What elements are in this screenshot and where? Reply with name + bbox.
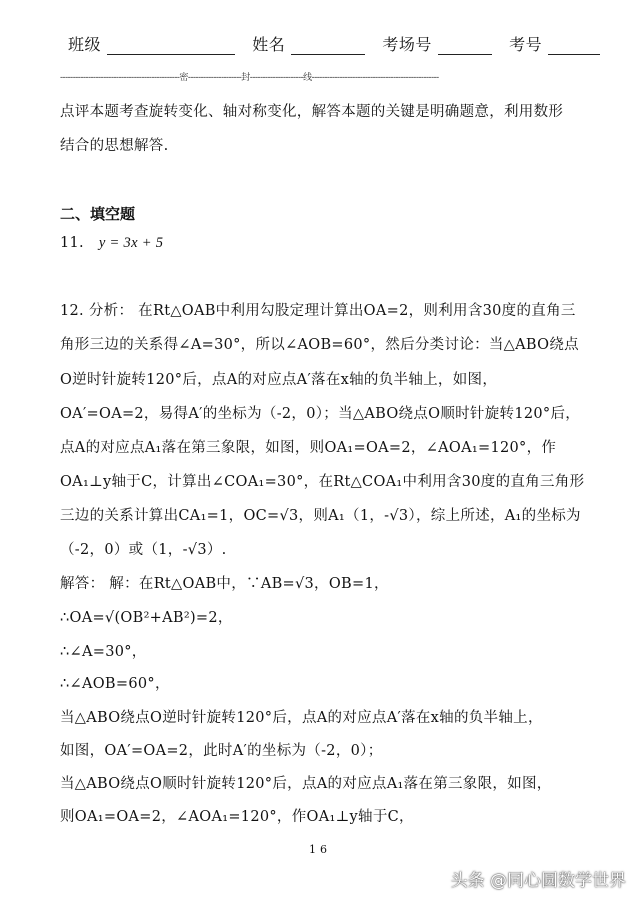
q12-line: 如图，OA′=OA=2，此时A′的坐标为（-2，0）； [60,743,383,759]
q12-line: ∴∠AOB=60°， [60,676,170,692]
watermark: 头条 @同心圆数学世界 [450,871,626,891]
q12-line: 三边的关系计算出CA₁=1，OC=√3，则A₁（1，-√3），综上所述，A₁的坐标为 [60,508,581,524]
room-blank [438,37,492,55]
q12-line: （-2，0）或（1，-√3）. [60,542,227,558]
room-label: 考场号 [382,35,432,54]
paragraph-line: 点评本题考查旋转变化、轴对称变化，解答本题的关键是明确题意，利用数形 [60,104,564,120]
id-blank [548,37,600,55]
q12-line: 当△ABO绕点O顺时针旋转120°后，点A的对应点A₁落在第三象限，如图， [60,776,552,792]
q12-line: 角形三边的关系得∠A=30°，所以∠AOB=60°，然后分类讨论：当△ABO绕点 [60,337,579,353]
id-label: 考号 [509,35,543,54]
page-number: 16 [309,843,331,856]
q12-line: 则OA₁=OA=2，∠AOA₁=120°，作OA₁⊥y轴于C， [60,809,414,825]
q12-line: 点A的对应点A₁落在第三象限，如图，则OA₁=OA=2，∠AOA₁=120°，作 [60,440,557,456]
q11-number: 11. [60,235,84,251]
q12-line: 12. 分析： 在Rt△OAB中利用勾股定理计算出OA=2，则利用含30度的直角三 [60,303,576,319]
q11-line [60,235,163,252]
class-label: 班级 [68,35,102,54]
q12-line: 解答： 解：在Rt△OAB中，∵AB=√3，OB=1， [60,576,389,592]
q12-line: ∴OA=√(OB²+AB²)=2， [60,610,233,626]
exam-header [68,32,600,55]
name-label: 姓名 [252,35,286,54]
section-title: 二、填空题 [60,205,136,223]
name-blank [291,37,365,55]
paragraph-line: 结合的思想解答. [60,138,169,154]
q12-line: OA₁⊥y轴于C，计算出∠COA₁=30°，在Rt△COA₁中利用含30度的直角三角形 [60,474,585,490]
class-blank [107,37,235,55]
q12-line: O逆时针旋转120°后，点A的对应点A′落在x轴的负半轴上，如图， [60,372,498,388]
q12-line: 当△ABO绕点O逆时针旋转120°后，点A的对应点A′落在x轴的负半轴上， [60,710,543,726]
seal-line: -----------------------------------------------密---------------------封---------------------线-------------------------------------------------- [60,73,439,83]
q11-answer: y = 3x + 5 [98,235,164,251]
q12-line: OA′=OA=2，易得A′的坐标为（-2，0）；当△ABO绕点O顺时针旋转120°后， [60,406,581,422]
q12-line: ∴∠A=30°， [60,644,147,660]
